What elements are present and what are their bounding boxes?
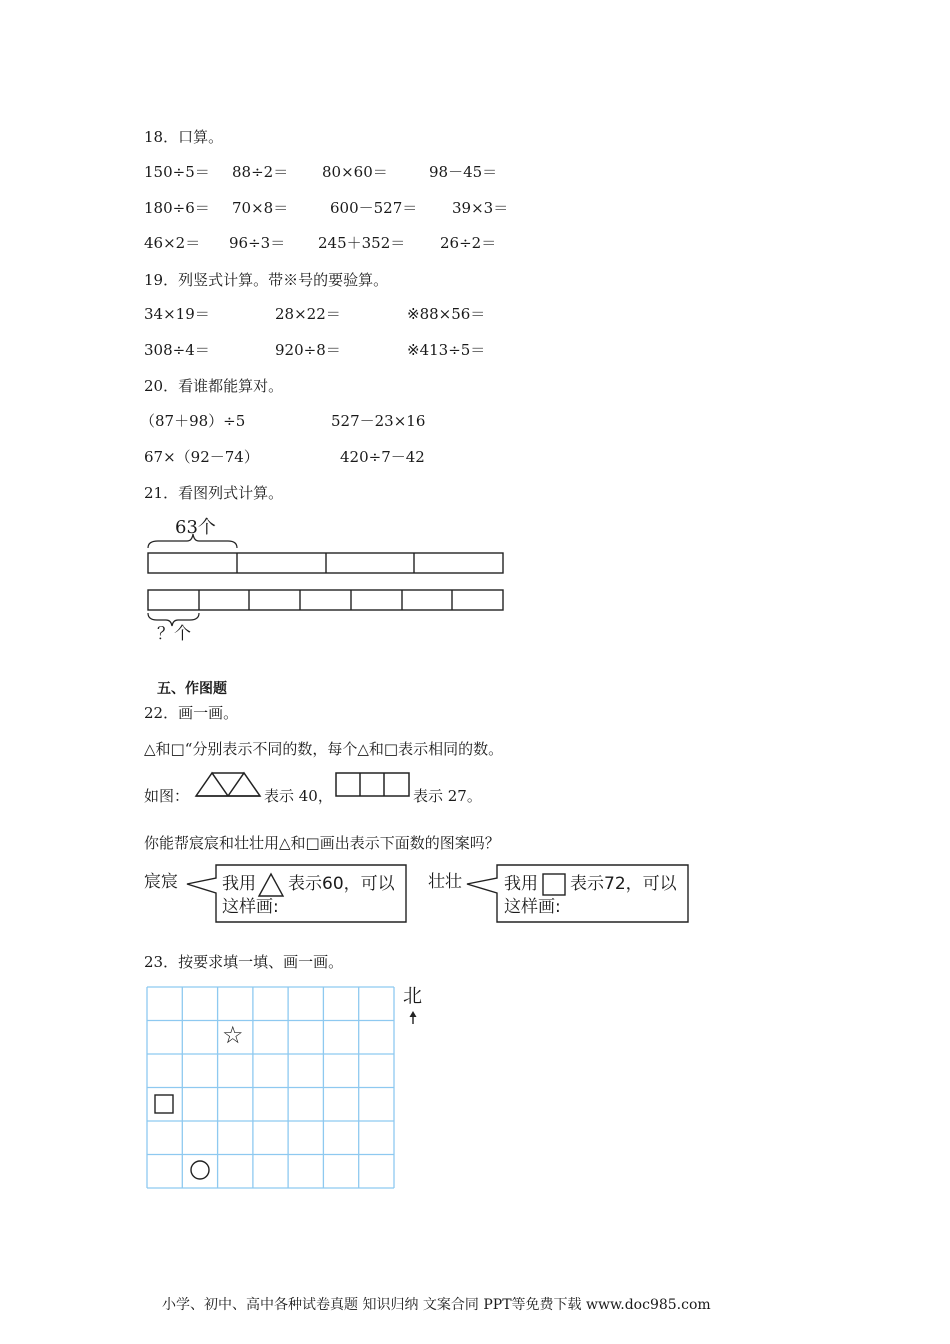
q23-title: 23．按要求填一填、画一画。 — [144, 953, 344, 971]
right-speaker-name: 壮壮 — [428, 872, 462, 892]
q22-example-prefix: 如图： — [144, 787, 190, 805]
q19-item: 920÷8＝ — [275, 341, 341, 359]
left-bubble-line1a: 我用 — [222, 874, 256, 894]
q18-item: 46×2＝ — [144, 234, 201, 252]
right-bubble-line2: 这样画: — [504, 897, 561, 917]
square-grid — [146, 986, 396, 1191]
q21-top-label: 63个 — [175, 517, 216, 538]
q19-item: 34×19＝ — [144, 305, 210, 323]
q22-title: 22．画一画。 — [144, 704, 239, 722]
star-marker: ☆ — [222, 1021, 244, 1049]
q20-item: 420÷7－42 — [340, 448, 425, 466]
right-bubble-line1b: 表示72，可以 — [570, 874, 677, 894]
q18-item: 150÷5＝ — [144, 163, 210, 181]
right-bubble-line1a: 我用 — [504, 874, 538, 894]
left-bubble-line1b: 表示60，可以 — [288, 874, 395, 894]
q18-item: 98－45＝ — [429, 163, 498, 181]
north-label: 北 — [403, 985, 423, 1007]
page-footer: 小学、初中、高中各种试卷真题 知识归纳 文案合同 PPT等免费下载 www.doc985.com — [162, 1297, 711, 1313]
north-arrow-icon — [408, 1010, 418, 1026]
q18-item: 26÷2＝ — [440, 234, 497, 252]
q22-desc: △和□“分别表示不同的数，每个△和□表示相同的数。 — [144, 740, 504, 758]
section-title: 五、作图题 — [157, 681, 227, 697]
q18-item: 88÷2＝ — [232, 163, 289, 181]
q18-item: 180÷6＝ — [144, 199, 210, 217]
q18-title: 18．口算。 — [144, 128, 224, 146]
square-marker — [155, 1095, 173, 1113]
q18-item: 245＋352＝ — [318, 234, 406, 252]
q20-title: 20．看谁都能算对。 — [144, 377, 284, 395]
q22-example-sq-text: 表示 27。 — [413, 787, 482, 805]
q20-item: 67×（92－74） — [144, 448, 259, 466]
q19-item: ※88×56＝ — [407, 305, 486, 323]
q20-item: 527－23×16 — [331, 412, 426, 430]
q18-item: 80×60＝ — [322, 163, 388, 181]
circle-marker — [191, 1161, 209, 1179]
q18-item: 96÷3＝ — [229, 234, 286, 252]
q18-item: 600－527＝ — [330, 199, 418, 217]
q21-title: 21．看图列式计算。 — [144, 484, 284, 502]
q22-question: 你能帮宸宸和壮壮用△和□画出表示下面数的图案吗？ — [144, 834, 500, 852]
q19-title: 19．列竖式计算。带※号的要验算。 — [144, 271, 389, 289]
q18-item: 70×8＝ — [232, 199, 289, 217]
q18-item: 39×3＝ — [452, 199, 509, 217]
q19-item: ※413÷5＝ — [407, 341, 486, 359]
grid-lines — [147, 987, 394, 1188]
q19-item: 28×22＝ — [275, 305, 341, 323]
q21-bottom-label: ？个 — [157, 624, 191, 644]
left-speaker-name: 宸宸 — [144, 872, 178, 892]
q22-example-tri-text: 表示 40， — [264, 787, 333, 805]
left-bubble-line2: 这样画: — [222, 897, 279, 917]
q19-item: 308÷4＝ — [144, 341, 210, 359]
q20-item: （87＋98）÷5 — [140, 412, 246, 430]
